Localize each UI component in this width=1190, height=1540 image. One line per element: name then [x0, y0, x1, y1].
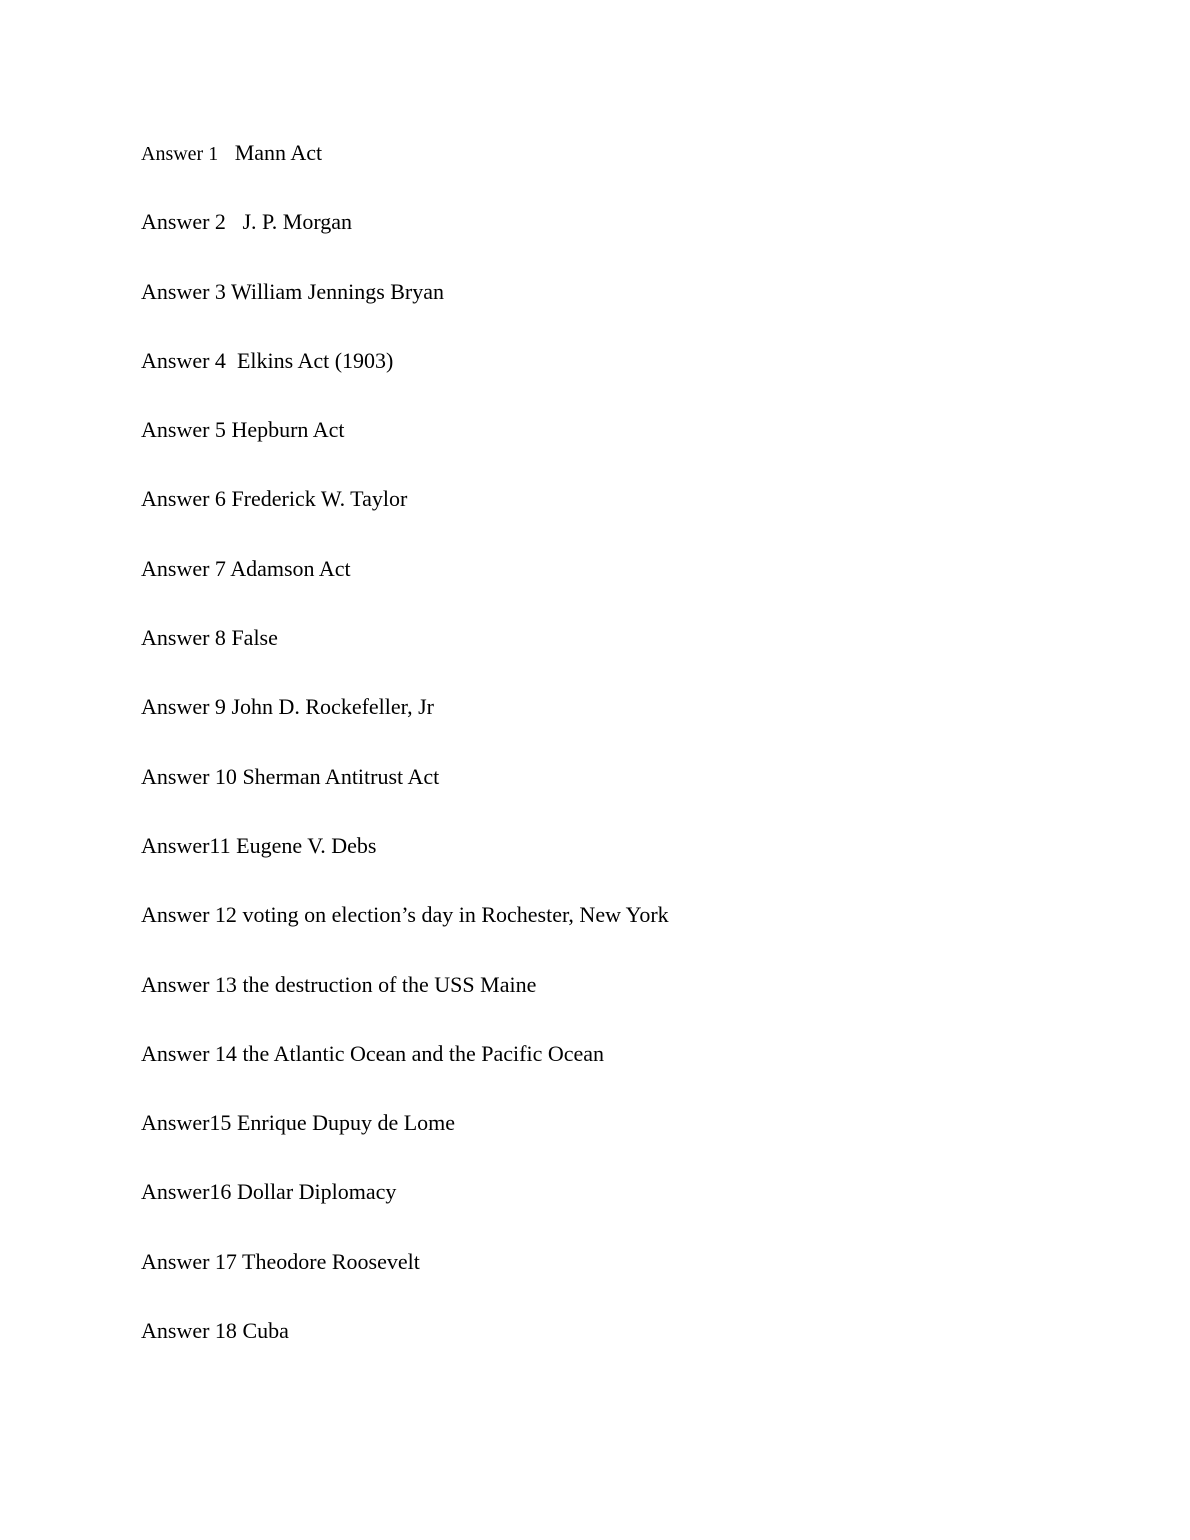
- answer-label: Answer 12: [141, 902, 237, 928]
- answer-line-5: [141, 414, 669, 483]
- answer-label: Answer 4: [141, 347, 226, 373]
- answer-label: Answer 1: [141, 143, 219, 165]
- answer-label: Answer 5: [141, 417, 226, 443]
- answer-label: Answer16: [141, 1179, 232, 1205]
- answer-line-2: [141, 206, 669, 275]
- answer-text: Elkins Act (1903): [236, 347, 394, 373]
- answer-line-14: [141, 1038, 669, 1107]
- answer-line-17: [141, 1246, 669, 1315]
- answer-line-16: [141, 1176, 669, 1245]
- answer-text: Mann Act: [234, 140, 323, 165]
- answer-label: Answer 2: [141, 209, 226, 235]
- answer-line-11: [141, 830, 669, 899]
- answer-text: Cuba: [242, 1318, 289, 1344]
- answer-text: voting on election’s day in Rochester, New York: [242, 902, 669, 928]
- answer-label: Answer 7: [141, 555, 226, 581]
- answer-line-6: [141, 483, 669, 552]
- answer-line-7: [141, 553, 669, 622]
- answer-text: Hepburn Act: [231, 417, 345, 443]
- answer-label: Answer 18: [141, 1318, 237, 1344]
- answer-separator: [226, 348, 237, 373]
- answer-label: Answer 10: [141, 763, 237, 789]
- answer-line-12: [141, 899, 669, 968]
- answer-text: John D. Rockefeller, Jr: [231, 694, 435, 720]
- answer-label: Answer 3: [141, 278, 226, 304]
- answer-text: Frederick W. Taylor: [231, 486, 408, 512]
- answer-line-8: [141, 622, 669, 691]
- answer-label: Answer 9: [141, 694, 226, 720]
- answer-line-4: [141, 345, 669, 414]
- answer-text: Enrique Dupuy de Lome: [236, 1110, 456, 1136]
- answer-line-1: [141, 137, 669, 206]
- answer-line-10: [141, 761, 669, 830]
- answer-separator: [218, 140, 235, 165]
- answer-text: False: [231, 625, 278, 651]
- answer-label: Answer 6: [141, 486, 226, 512]
- answer-text: Dollar Diplomacy: [236, 1179, 397, 1205]
- answer-text: the Atlantic Ocean and the Pacific Ocean: [242, 1040, 605, 1066]
- answer-separator: [226, 209, 243, 234]
- answer-text: J. P. Morgan: [242, 209, 353, 235]
- answer-line-18: [141, 1315, 669, 1384]
- answer-label: Answer15: [141, 1110, 232, 1136]
- answer-text: William Jennings Bryan: [231, 278, 445, 304]
- answer-label: Answer 14: [141, 1040, 237, 1066]
- answer-label: Answer 17: [141, 1248, 237, 1274]
- answer-text: Sherman Antitrust Act: [242, 763, 440, 789]
- answer-line-13: [141, 969, 669, 1038]
- answer-label: Answer 13: [141, 971, 237, 997]
- answer-line-15: [141, 1107, 669, 1176]
- answer-list: [141, 137, 669, 1384]
- answer-line-3: [141, 276, 669, 345]
- answer-text: Eugene V. Debs: [236, 832, 377, 858]
- answer-label: Answer11: [141, 832, 231, 858]
- answer-text: Adamson Act: [230, 555, 351, 581]
- answer-line-9: [141, 691, 669, 760]
- answer-text: Theodore Roosevelt: [242, 1248, 420, 1274]
- answer-label: Answer 8: [141, 625, 226, 651]
- answer-text: the destruction of the USS Maine: [242, 971, 537, 997]
